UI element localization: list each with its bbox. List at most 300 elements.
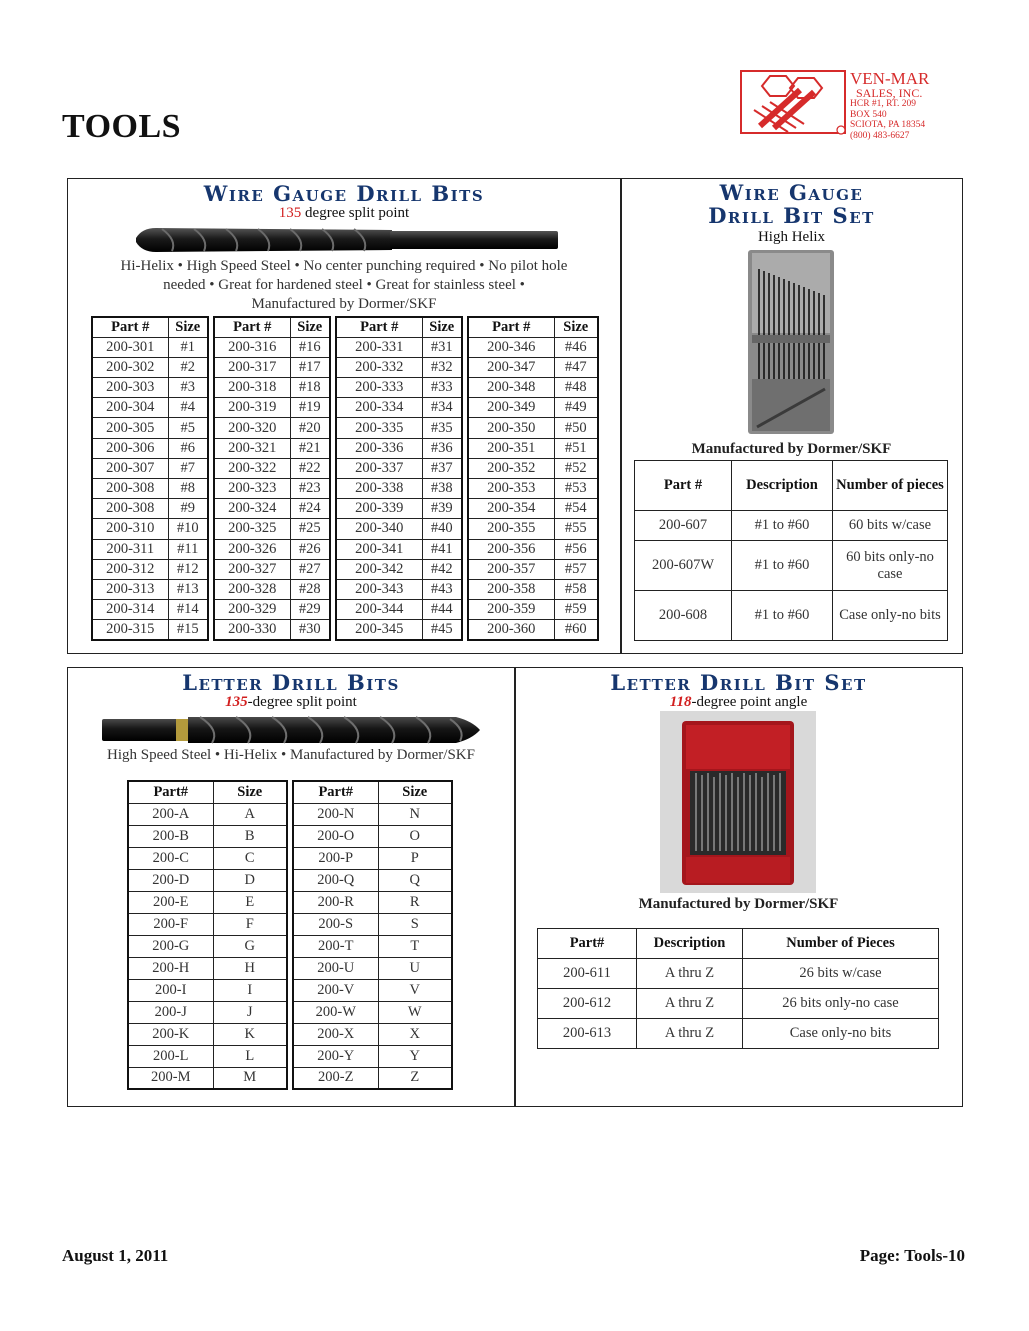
part-number-cell: 200-T <box>293 935 378 957</box>
letter-drill-set-case-image <box>660 711 816 893</box>
size-cell: #53 <box>554 479 598 499</box>
table-row <box>293 847 452 869</box>
part-number-cell: 200-L <box>128 1045 213 1067</box>
part-number-cell: 200-344 <box>336 600 422 620</box>
part-number-cell: 200-352 <box>468 458 554 478</box>
letter-drill-panel <box>67 667 963 1107</box>
size-cell: #56 <box>554 539 598 559</box>
size-cell: #6 <box>168 438 208 458</box>
part-number-cell: 200-333 <box>336 378 422 398</box>
logo-phone: (800) 483-6627 <box>850 130 910 141</box>
wire-set-subtitle: High Helix <box>757 229 826 245</box>
size-cell: #5 <box>168 418 208 438</box>
table-row <box>293 803 452 825</box>
col-header-size: Size <box>422 317 462 337</box>
size-cell: #23 <box>290 479 330 499</box>
wire-gauge-panel <box>67 178 963 654</box>
table-row <box>92 600 208 620</box>
part-number-cell: 200-350 <box>468 418 554 438</box>
part-number-cell: 200-303 <box>92 378 168 398</box>
table-row <box>336 499 462 519</box>
table-row <box>336 620 462 640</box>
part-number-cell: 200-326 <box>214 539 290 559</box>
size-cell: #43 <box>422 579 462 599</box>
size-cell: D <box>213 869 287 891</box>
wire-set-col-description: Description <box>732 461 833 511</box>
part-number-cell: 200-336 <box>336 438 422 458</box>
table-row <box>92 479 208 499</box>
part-number-cell: 200-E <box>128 891 213 913</box>
part-number-cell: 200-331 <box>336 337 422 357</box>
pieces-cell: Case only-no bits <box>833 591 948 641</box>
letter-set-manufacturer: Manufactured by Dormer/SKF <box>638 896 839 912</box>
table-row <box>128 1001 287 1023</box>
size-cell: #39 <box>422 499 462 519</box>
part-number-cell: 200-H <box>128 957 213 979</box>
part-number-cell: 200-M <box>128 1067 213 1089</box>
table-row <box>635 591 948 641</box>
part-number-cell: 200-353 <box>468 479 554 499</box>
letter-set-col-description: Description <box>637 929 743 959</box>
ven-mar-logo <box>740 70 970 140</box>
part-number-cell: 200-V <box>293 979 378 1001</box>
wire-bits-tables <box>91 316 599 641</box>
part-number-cell: 200-304 <box>92 398 168 418</box>
size-cell: #25 <box>290 519 330 539</box>
table-row <box>214 378 330 398</box>
table-row <box>336 519 462 539</box>
size-cell: #59 <box>554 600 598 620</box>
table-row <box>214 398 330 418</box>
table-row <box>214 600 330 620</box>
part-number-cell: 200-J <box>128 1001 213 1023</box>
wire-set-col-pieces: Number of pieces <box>833 461 948 511</box>
part-number-cell: 200-F <box>128 913 213 935</box>
part-number-cell: 200-349 <box>468 398 554 418</box>
col-header-size: Size <box>213 781 287 803</box>
wire-bits-table <box>335 316 463 641</box>
part-number-cell: 200-307 <box>92 458 168 478</box>
part-number-cell: 200-X <box>293 1023 378 1045</box>
table-row <box>293 1001 452 1023</box>
size-cell: M <box>213 1067 287 1089</box>
size-cell: E <box>213 891 287 913</box>
table-row <box>468 378 598 398</box>
table-row <box>214 559 330 579</box>
col-header-part: Part# <box>293 781 378 803</box>
table-row <box>128 979 287 1001</box>
part-number-cell: 200-A <box>128 803 213 825</box>
table-row <box>92 559 208 579</box>
description-cell: A thru Z <box>637 1019 743 1049</box>
size-cell: #26 <box>290 539 330 559</box>
part-number-cell: 200-607 <box>635 511 732 541</box>
part-number-cell: 200-348 <box>468 378 554 398</box>
table-row <box>92 398 208 418</box>
table-row <box>92 499 208 519</box>
size-cell: #18 <box>290 378 330 398</box>
part-number-cell: 200-341 <box>336 539 422 559</box>
footer-date: August 1, 2011 <box>62 1246 169 1265</box>
pieces-cell: Case only-no bits <box>743 1019 939 1049</box>
table-row <box>92 357 208 377</box>
size-cell: #34 <box>422 398 462 418</box>
size-cell: O <box>378 825 452 847</box>
size-cell: #29 <box>290 600 330 620</box>
table-row <box>293 891 452 913</box>
table-row <box>92 378 208 398</box>
table-row <box>468 539 598 559</box>
table-row <box>468 559 598 579</box>
part-number-cell: 200-302 <box>92 357 168 377</box>
wire-bits-degree: 135 degree split point <box>278 205 410 221</box>
table-row <box>92 579 208 599</box>
size-cell: #48 <box>554 378 598 398</box>
table-row <box>128 891 287 913</box>
size-cell: #8 <box>168 479 208 499</box>
part-number-cell: 200-334 <box>336 398 422 418</box>
table-row <box>214 579 330 599</box>
col-header-size: Size <box>378 781 452 803</box>
table-row <box>128 825 287 847</box>
table-row <box>336 438 462 458</box>
size-cell: T <box>378 935 452 957</box>
logo-address-3: SCIOTA, PA 18354 <box>850 120 926 130</box>
table-row <box>538 1019 939 1049</box>
size-cell: #32 <box>422 357 462 377</box>
size-cell: #14 <box>168 600 208 620</box>
table-row <box>336 418 462 438</box>
part-number-cell: 200-311 <box>92 539 168 559</box>
part-number-cell: 200-O <box>293 825 378 847</box>
page-title: TOOLS <box>62 108 182 145</box>
part-number-cell: 200-356 <box>468 539 554 559</box>
size-cell: #35 <box>422 418 462 438</box>
part-number-cell: 200-W <box>293 1001 378 1023</box>
part-number-cell: 200-Z <box>293 1067 378 1089</box>
size-cell: #31 <box>422 337 462 357</box>
table-row <box>128 935 287 957</box>
table-row <box>293 957 452 979</box>
table-row <box>635 541 948 591</box>
panel-divider <box>620 179 622 653</box>
size-cell: Z <box>378 1067 452 1089</box>
table-row <box>336 559 462 579</box>
col-header-part: Part # <box>214 317 290 337</box>
col-header-part: Part # <box>92 317 168 337</box>
part-number-cell: 200-G <box>128 935 213 957</box>
size-cell: B <box>213 825 287 847</box>
table-row <box>336 600 462 620</box>
table-row <box>468 519 598 539</box>
part-number-cell: 200-313 <box>92 579 168 599</box>
size-cell: Y <box>378 1045 452 1067</box>
part-number-cell: 200-317 <box>214 357 290 377</box>
wire-drill-set-case-image <box>747 249 835 435</box>
table-row <box>214 418 330 438</box>
letter-set-col-part: Part# <box>538 929 637 959</box>
table-row <box>92 620 208 640</box>
part-number-cell: 200-332 <box>336 357 422 377</box>
part-number-cell: 200-328 <box>214 579 290 599</box>
part-number-cell: 200-347 <box>468 357 554 377</box>
size-cell: #16 <box>290 337 330 357</box>
size-cell: #21 <box>290 438 330 458</box>
table-row <box>336 458 462 478</box>
wire-bits-table <box>213 316 331 641</box>
table-row <box>92 539 208 559</box>
table-row <box>468 579 598 599</box>
size-cell: #60 <box>554 620 598 640</box>
part-number-cell: 200-310 <box>92 519 168 539</box>
col-header-size: Size <box>290 317 330 337</box>
table-row <box>293 1067 452 1089</box>
size-cell: #38 <box>422 479 462 499</box>
table-row <box>214 438 330 458</box>
table-row <box>468 499 598 519</box>
table-row <box>468 438 598 458</box>
logo-name: VEN-MAR <box>850 69 930 88</box>
table-row <box>214 458 330 478</box>
wire-set-heading: Wire Gauge Drill Bit Set <box>708 180 875 228</box>
table-row <box>128 1023 287 1045</box>
size-cell: #54 <box>554 499 598 519</box>
part-number-cell: 200-607W <box>635 541 732 591</box>
size-cell: #24 <box>290 499 330 519</box>
wire-set-table <box>634 460 948 641</box>
part-number-cell: 200-351 <box>468 438 554 458</box>
size-cell: #30 <box>290 620 330 640</box>
letter-bits-degree: 135-degree split point <box>225 694 357 710</box>
size-cell: #9 <box>168 499 208 519</box>
table-row <box>128 957 287 979</box>
size-cell: #10 <box>168 519 208 539</box>
part-number-cell: 200-Y <box>293 1045 378 1067</box>
size-cell: #51 <box>554 438 598 458</box>
table-row <box>468 398 598 418</box>
part-number-cell: 200-360 <box>468 620 554 640</box>
size-cell: U <box>378 957 452 979</box>
table-row <box>538 959 939 989</box>
part-number-cell: 200-355 <box>468 519 554 539</box>
size-cell: W <box>378 1001 452 1023</box>
part-number-cell: 200-316 <box>214 337 290 357</box>
pieces-cell: 26 bits only-no case <box>743 989 939 1019</box>
size-cell: #47 <box>554 357 598 377</box>
part-number-cell: 200-306 <box>92 438 168 458</box>
size-cell: #50 <box>554 418 598 438</box>
table-row <box>92 418 208 438</box>
letter-set-heading: Letter Drill Bit Set <box>610 670 867 695</box>
part-number-cell: 200-301 <box>92 337 168 357</box>
size-cell: #28 <box>290 579 330 599</box>
part-number-cell: 200-308 <box>92 479 168 499</box>
table-row <box>336 337 462 357</box>
size-cell: #19 <box>290 398 330 418</box>
table-row <box>468 620 598 640</box>
table-row <box>214 499 330 519</box>
table-row <box>214 357 330 377</box>
part-number-cell: 200-611 <box>538 959 637 989</box>
part-number-cell: 200-324 <box>214 499 290 519</box>
pieces-cell: 26 bits w/case <box>743 959 939 989</box>
letter-bits-heading: Letter Drill Bits <box>182 670 400 695</box>
table-row <box>128 803 287 825</box>
part-number-cell: 200-322 <box>214 458 290 478</box>
description-cell: #1 to #60 <box>732 591 833 641</box>
size-cell: #44 <box>422 600 462 620</box>
part-number-cell: 200-613 <box>538 1019 637 1049</box>
size-cell: #49 <box>554 398 598 418</box>
table-row <box>468 337 598 357</box>
part-number-cell: 200-330 <box>214 620 290 640</box>
description-cell: A thru Z <box>637 989 743 1019</box>
letter-bits-table <box>292 780 453 1090</box>
table-row <box>128 847 287 869</box>
table-row <box>336 539 462 559</box>
size-cell: I <box>213 979 287 1001</box>
size-cell: #40 <box>422 519 462 539</box>
part-number-cell: 200-357 <box>468 559 554 579</box>
part-number-cell: 200-318 <box>214 378 290 398</box>
part-number-cell: 200-D <box>128 869 213 891</box>
table-row <box>128 913 287 935</box>
part-number-cell: 200-323 <box>214 479 290 499</box>
part-number-cell: 200-340 <box>336 519 422 539</box>
pieces-cell: 60 bits w/case <box>833 511 948 541</box>
part-number-cell: 200-337 <box>336 458 422 478</box>
part-number-cell: 200-325 <box>214 519 290 539</box>
size-cell: N <box>378 803 452 825</box>
table-row <box>92 519 208 539</box>
table-row <box>336 378 462 398</box>
logo-address-2: BOX 540 <box>850 109 887 120</box>
description-cell: #1 to #60 <box>732 511 833 541</box>
table-row <box>214 539 330 559</box>
size-cell: #58 <box>554 579 598 599</box>
size-cell: V <box>378 979 452 1001</box>
letter-drill-bit-image <box>100 713 482 747</box>
table-row <box>336 579 462 599</box>
table-row <box>293 913 452 935</box>
letter-bits-description: High Speed Steel • Hi-Helix • Manufactured by Dormer/SKF <box>107 747 475 763</box>
part-number-cell: 200-327 <box>214 559 290 579</box>
logo-sub: SALES, INC. <box>856 86 923 100</box>
letter-set-degree: 118-degree point angle <box>669 694 808 710</box>
part-number-cell: 200-359 <box>468 600 554 620</box>
size-cell: #42 <box>422 559 462 579</box>
pieces-cell: 60 bits only-no case <box>833 541 948 591</box>
size-cell: C <box>213 847 287 869</box>
table-row <box>468 600 598 620</box>
part-number-cell: 200-P <box>293 847 378 869</box>
wire-set-manufacturer: Manufactured by Dormer/SKF <box>691 441 892 457</box>
size-cell: #3 <box>168 378 208 398</box>
part-number-cell: 200-N <box>293 803 378 825</box>
size-cell: #12 <box>168 559 208 579</box>
part-number-cell: 200-Q <box>293 869 378 891</box>
part-number-cell: 200-358 <box>468 579 554 599</box>
letter-bits-tables <box>127 780 453 1090</box>
part-number-cell: 200-314 <box>92 600 168 620</box>
size-cell: #17 <box>290 357 330 377</box>
size-cell: #36 <box>422 438 462 458</box>
size-cell: #2 <box>168 357 208 377</box>
table-row <box>293 979 452 1001</box>
col-header-size: Size <box>554 317 598 337</box>
part-number-cell: 200-I <box>128 979 213 1001</box>
table-row <box>293 825 452 847</box>
part-number-cell: 200-319 <box>214 398 290 418</box>
size-cell: #13 <box>168 579 208 599</box>
size-cell: #27 <box>290 559 330 579</box>
logo-address-1: HCR #1, RT. 209 <box>850 99 917 109</box>
part-number-cell: 200-320 <box>214 418 290 438</box>
bolt-logo-icon <box>740 70 848 136</box>
table-row <box>293 869 452 891</box>
part-number-cell: 200-B <box>128 825 213 847</box>
col-header-part: Part # <box>468 317 554 337</box>
part-number-cell: 200-354 <box>468 499 554 519</box>
size-cell: #37 <box>422 458 462 478</box>
part-number-cell: 200-329 <box>214 600 290 620</box>
wire-set-col-part: Part # <box>635 461 732 511</box>
size-cell: #57 <box>554 559 598 579</box>
part-number-cell: 200-C <box>128 847 213 869</box>
panel-divider <box>514 668 516 1106</box>
size-cell: #1 <box>168 337 208 357</box>
size-cell: A <box>213 803 287 825</box>
part-number-cell: 200-321 <box>214 438 290 458</box>
wire-bits-table <box>91 316 209 641</box>
col-header-part: Part # <box>336 317 422 337</box>
description-cell: A thru Z <box>637 959 743 989</box>
table-row <box>468 418 598 438</box>
table-row <box>635 511 948 541</box>
table-row <box>214 519 330 539</box>
part-number-cell: 200-339 <box>336 499 422 519</box>
part-number-cell: 200-343 <box>336 579 422 599</box>
part-number-cell: 200-342 <box>336 559 422 579</box>
part-number-cell: 200-612 <box>538 989 637 1019</box>
size-cell: X <box>378 1023 452 1045</box>
table-row <box>293 1045 452 1067</box>
size-cell: F <box>213 913 287 935</box>
letter-set-col-pieces: Number of Pieces <box>743 929 939 959</box>
size-cell: G <box>213 935 287 957</box>
table-row <box>468 357 598 377</box>
size-cell: #33 <box>422 378 462 398</box>
footer-page-number: Page: Tools-10 <box>859 1246 965 1265</box>
size-cell: J <box>213 1001 287 1023</box>
size-cell: #46 <box>554 337 598 357</box>
table-row <box>128 1067 287 1089</box>
size-cell: #7 <box>168 458 208 478</box>
size-cell: #52 <box>554 458 598 478</box>
size-cell: #15 <box>168 620 208 640</box>
part-number-cell: 200-305 <box>92 418 168 438</box>
size-cell: #41 <box>422 539 462 559</box>
part-number-cell: 200-R <box>293 891 378 913</box>
wire-drill-bit-image <box>132 224 562 256</box>
letter-set-table <box>537 928 939 1049</box>
col-header-part: Part# <box>128 781 213 803</box>
size-cell: #11 <box>168 539 208 559</box>
size-cell: K <box>213 1023 287 1045</box>
table-row <box>128 1045 287 1067</box>
table-row <box>214 337 330 357</box>
size-cell: S <box>378 913 452 935</box>
